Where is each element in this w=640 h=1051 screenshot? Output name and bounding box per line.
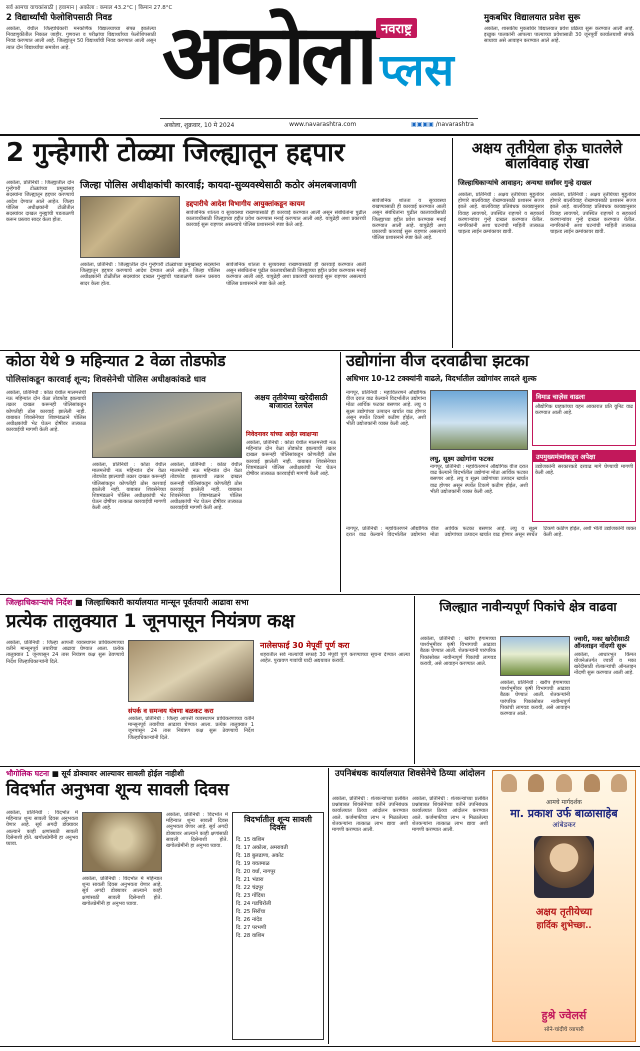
geo-text-1: अकोला, प्रतिनिधी : विदर्भात मे महिन्यात शून्य सावली दिवस अनुभवता येणार आहे. सूर्य अगदी डोक्यावर आल्याने काही क्षणांसाठी सावली दिसेनाशी होते. खगोलप्रेमींनी हा अनुभव घ्यावा. — [6, 810, 78, 848]
power-box-2 — [532, 450, 636, 522]
portrait-icon-4 — [584, 774, 600, 792]
collector-sub1: नालेसफाई 30 मेपूर्वी पूर्ण करा — [260, 641, 350, 650]
geo-date-item: दि. 22 चंद्रपूर — [236, 884, 264, 891]
logo-main: अकोला — [162, 8, 374, 103]
lead-text-col1: अकोला, प्रतिनिधी : जिल्ह्यातील दोन गुन्हेगारी टोळ्यांच्या प्रमुखांसह सदस्यांना जिल्ह्यातून हद्दपार करण्याचे आदेश देण्यात आले आहेत. जिल्हा पोलिस अधीक्षकांनी टोळीतील सदस्यांवर दाखल गुन्ह्यांची पडताळणी करून प्रस्ताव सादर केला होता. — [6, 180, 74, 224]
geo-dates-box — [232, 812, 324, 1040]
kotha-text-2: अकोला, प्रतिनिधी : कोठा येथील मालमत्तेची नऊ महिन्यांत दोन वेळा तोडफोड झाल्याची तक्रार दाखल करूनही पोलिसांकडून कोणतीही ठोस कारवाई झालेली नाही. याबाबत शिवसेनेच्या शिष्टमंडळाने पोलिस अधीक्षकांची भेट घेऊन दोषींवर तात्काळ कारवाईची मागणी केली आहे. — [92, 462, 166, 512]
col-divider-crop — [414, 596, 415, 764]
top-left-label: सर्व आमचा वाचकांसाठी — [6, 5, 54, 11]
collector-square-icon: ■ — [75, 598, 83, 607]
greeting-ad[interactable] — [492, 770, 636, 1042]
portrait-icon-5 — [611, 774, 627, 792]
lead-photo — [80, 196, 180, 258]
collector-tag-text: जिल्हाधिकारी कार्यालयात मान्सून पूर्वतयारी आढावा सभा — [85, 598, 249, 607]
geo-date-item: दि. 24 गडचिरोली — [236, 900, 272, 907]
geo-tag-text: सूर्य डोक्यावर आल्यावर सावली होईल नाहीशी — [61, 769, 185, 778]
geo-square-icon: ■ — [51, 769, 59, 778]
power-box2-title: उपमुख्यमंत्र्यांकडून अपेक्षा — [533, 451, 635, 462]
power-box1-text: औद्योगिक ग्राहकांच्या वहन आकारात प्रति युनिट वाढ करण्यात आली आहे. — [535, 404, 633, 417]
logo — [160, 6, 478, 116]
dateline-bar — [160, 118, 478, 130]
geo-date-item: दि. 21 भंडारा — [236, 876, 264, 883]
geo-date-item: दि. 18 बुलढाणा, अकोट — [236, 852, 284, 859]
brief-right-title: मुकबधिर विद्यालयात प्रवेश सुरू — [484, 13, 581, 23]
akshaya-headline: अक्षय तृतीयेला होऊ घातलेले बालविवाह रोखा — [471, 141, 623, 173]
power-box2-text: उद्योजकांनी सरकारकडे दरवाढ मागे घेण्याची मागणी केली आहे. — [535, 464, 633, 477]
kotha-photo — [92, 392, 242, 458]
dateline: अकोला, शुक्रवार, 10 मे 2024 — [164, 121, 235, 129]
akshaya-text-1: अकोला, प्रतिनिधी : अक्षय तृतीयेच्या मुहूर्तावर होणारे बालविवाह रोखण्यासाठी प्रशासन सज्ज झाले आहे. बालविवाह प्रतिबंधक कायद्यानुसार विवाह लावणारे, उपस्थित राहणारे व सहकार्य करणाऱ्यांवर गुन्हे दाखल करण्यात येतील. नागरिकांनी अशा घटनांची माहिती तात्काळ चाइल्ड लाईन क्रमांकावर द्यावी. — [458, 192, 544, 236]
kotha-text-1: अकोला, प्रतिनिधी : कोठा येथील मालमत्तेची नऊ महिन्यांत दोन वेळा तोडफोड झाल्याची तक्रार दाखल करूनही पोलिसांकडून कोणतीही ठोस कारवाई झालेली नाही. याबाबत शिवसेनेच्या शिष्टमंडळाने पोलिस अधीक्षकांची भेट घेऊन दोषींवर तात्काळ कारवाईची मागणी केली आहे. — [6, 390, 86, 434]
power-kicker: अधिभार 10-12 टक्क्यांनी वाढले, विदर्भातील उद्योगांवर लादले शुल्क — [346, 374, 537, 383]
ad-surname: आंबेडकर — [552, 821, 576, 829]
collector-photo — [128, 640, 254, 702]
collector-sub1-text: शहरातील सर्व नाल्यांची सफाई 30 मेपूर्वी पूर्ण करण्याच्या सूचना देण्यात आल्या आहेत. पुरप्रवण गावांची यादी अद्ययावत करावी. — [260, 652, 410, 665]
social-handle[interactable]: ▣▣▣▣ /navarashtra — [411, 121, 474, 128]
portrait-icon-3 — [556, 774, 572, 792]
geo-tag: भौगोलिक घटना — [6, 769, 50, 778]
lead-headline: 2 गुन्हेगारी टोळ्या जिल्ह्यातून हद्दपार — [6, 138, 345, 168]
lead-text-col3: अकोला, प्रतिनिधी : जिल्ह्यातील दोन गुन्हेगारी टोळ्यांच्या प्रमुखांसह सदस्यांना जिल्ह्यातून हद्दपार करण्याचे आदेश देण्यात आले आहेत. जिल्हा पोलिस अधीक्षकांनी टोळीतील सदस्यांवर दाखल गुन्ह्यांची पडताळणी करून प्रस्ताव सादर केला होता. — [80, 262, 220, 287]
lead-subhead: हद्दपारीचे आदेश विभागीय आयुक्तांकडून कायम — [186, 200, 305, 208]
power-text-3: नागपूर, प्रतिनिधी : महावितरणने औद्योगिक वीज दरात वाढ केल्याने विदर्भातील उद्योगांना मोठा आर्थिक फटका बसणार आहे. लघु व सूक्ष्म उद्योगांच्या उत्पादन खर्चात वाढ होणार असून स्पर्धेत टिकणे कठीण होईल, अशी भीती उद्योजकांनी व्यक्त केली आहे. — [346, 526, 636, 539]
agitation-text-1: अकोला, प्रतिनिधी : शेतकऱ्यांच्या प्रलंबित प्रश्नांबाबत शिवसेनेच्या वतीने उपनिबंधक कार्यालयात ठिय्या आंदोलन करण्यात आले. कर्जमाफीचा लाभ न मिळालेल्या शेतकऱ्यांना तात्काळ लाभ द्यावा अशी मागणी करण्यात आली. — [332, 796, 408, 834]
kotha-box-title: निवेदनावर यांच्या आहेत स्वाक्षऱ्या — [246, 431, 318, 438]
geo-date-item: दि. 27 परभणी — [236, 924, 267, 931]
portrait-icon-2 — [528, 774, 544, 792]
collector-tag: जिल्हाधिकाऱ्यांचे निर्देश — [6, 598, 73, 607]
brief-right — [484, 14, 634, 114]
geo-dates-list — [236, 836, 320, 940]
weather-text: अकोला : कमाल 43.2°C | किमान 27.8°C — [79, 5, 173, 11]
ad-top-line: आमचे मार्गदर्शक — [546, 799, 582, 806]
power-text-1: नागपूर, प्रतिनिधी : महावितरणने औद्योगिक वीज दरात वाढ केल्याने विदर्भातील उद्योगांना मोठा आर्थिक फटका बसणार आहे. लघु व सूक्ष्म उद्योगांच्या उत्पादन खर्चात वाढ होणार असून स्पर्धेत टिकणे कठीण होईल, अशी भीती उद्योजकांनी व्यक्त केली आहे. — [346, 390, 426, 428]
section-rule-1 — [0, 350, 640, 351]
geo-date-item: दि. 28 वाशिम — [236, 932, 265, 939]
geo-date-item: दि. 26 नांदेड — [236, 916, 262, 923]
power-box-1 — [532, 390, 636, 446]
portrait-icon-1 — [501, 774, 517, 792]
agitation-text-2: अकोला, प्रतिनिधी : शेतकऱ्यांच्या प्रलंबित प्रश्नांबाबत शिवसेनेच्या वतीने उपनिबंधक कार्यालयात ठिय्या आंदोलन करण्यात आले. कर्जमाफीचा लाभ न मिळालेल्या शेतकऱ्यांना तात्काळ लाभ द्यावा अशी मागणी करण्यात आली. — [412, 796, 488, 834]
geo-text-2: अकोला, प्रतिनिधी : विदर्भात मे महिन्यात शून्य सावली दिवस अनुभवता येणार आहे. सूर्य अगदी डोक्यावर आल्याने काही क्षणांसाठी सावली दिसेनाशी होते. खगोलप्रेमींनी हा अनुभव घ्यावा. — [82, 876, 162, 907]
collector-text-1: अकोला, प्रतिनिधी : जिल्हा आपत्ती व्यवस्थापन प्राधिकरणाच्या वतीने मान्सूनपूर्व तयारीचा आढावा घेण्यात आला. प्रत्येक तालुक्यात 1 जूनपासून 24 तास नियंत्रण कक्ष सुरू ठेवण्याचे निर्देश जिल्हाधिकाऱ्यांनी दिले. — [6, 640, 124, 665]
collector-text-2: अकोला, प्रतिनिधी : जिल्हा आपत्ती व्यवस्थापन प्राधिकरणाच्या वतीने मान्सूनपूर्व तयारीचा आढावा घेण्यात आला. प्रत्येक तालुक्यात 1 जूनपासून 24 तास नियंत्रण कक्ष सुरू ठेवण्याचे निर्देश जिल्हाधिकाऱ्यांनी दिले. — [128, 716, 254, 741]
collector-tagline — [6, 597, 366, 609]
geo-date-item: दि. 25 सिरोंचा — [236, 908, 266, 915]
kotha-box-text: अकोला, प्रतिनिधी : कोठा येथील मालमत्तेची नऊ महिन्यांत दोन वेळा तोडफोड झाल्याची तक्रार दाखल करूनही पोलिसांकडून कोणतीही ठोस कारवाई झालेली नाही. याबाबत शिवसेनेच्या शिष्टमंडळाने पोलिस अधीक्षकांची भेट घेऊन दोषींवर तात्काळ कारवाईची मागणी केली आहे. — [246, 440, 336, 478]
ad-brand: हुश्रे ज्वेलर्स — [541, 1009, 587, 1022]
akshaya-text-2: अकोला, प्रतिनिधी : अक्षय तृतीयेच्या मुहूर्तावर होणारे बालविवाह रोखण्यासाठी प्रशासन सज्ज झाले आहे. बालविवाह प्रतिबंधक कायद्यानुसार विवाह लावणारे, उपस्थित राहणारे व सहकार्य करणाऱ्यांवर गुन्हे दाखल करण्यात येतील. नागरिकांनी अशा घटनांची माहिती तात्काळ चाइल्ड लाईन क्रमांकावर द्यावी. — [550, 192, 636, 236]
geo-tagline — [6, 769, 326, 779]
power-photo — [430, 390, 528, 450]
power-headline: उद्योगांना वीज दरवाढीचा झटका — [346, 351, 529, 370]
geo-date-item: दि. 23 गोंदिया — [236, 892, 265, 899]
col-divider-agitation — [328, 768, 329, 1044]
agitation-headline: उपनिबंधक कार्यालयात शिवसेनेचे ठिय्या आंदोलन — [335, 769, 485, 779]
lead-kicker: जिल्हा पोलिस अधीक्षकांची कारवाई; कायदा-सुव्यवस्थेसाठी कठोर अंमलबजावणी — [80, 180, 357, 191]
crop-photo — [500, 636, 570, 676]
power-subhead: लघु, सूक्ष्म उद्योगांना फटका — [430, 455, 494, 463]
website-link[interactable]: www.navarashtra.com — [289, 121, 357, 128]
market-headline-box: अक्षय तृतीयेच्या खरेदीसाठी बाजारात रेलचेल — [254, 393, 328, 410]
akshaya-kicker: जिल्हाधिकाऱ्यांचे आवाहन; अन्यथा सर्वांवर गुन्हे दाखल — [458, 179, 592, 187]
ad-name: मा. प्रकाश उर्फ बाळासाहेब — [510, 807, 618, 820]
kotha-kicker: पोलिसांकडून कारवाई शून्य; शिवसेनेची पोलिस अधीक्षकांकडे धाव — [6, 375, 206, 385]
lead-text-col5: सार्वजनिक शांतता व सुव्यवस्था राखण्यासाठी ही कारवाई करण्यात आली असून संबंधितांना पुढील कालावधीसाठी जिल्ह्याच्या हद्दीत प्रवेश करण्यास मनाई करण्यात आली आहे. यापुढेही अशा प्रकारची कारवाई सुरू राहणार असल्याचे पोलिस प्रशासनाने स्पष्ट केले आहे. — [372, 198, 446, 242]
brief-left-title: 2 विद्यार्थ्यांची फेलोशिपसाठी निवड — [6, 13, 112, 23]
col-divider-right — [452, 138, 453, 348]
geo-headline: विदर्भात अनुभवा शून्य सावली दिवस — [6, 780, 229, 800]
kotha-text-3: अकोला, प्रतिनिधी : कोठा येथील मालमत्तेची नऊ महिन्यांत दोन वेळा तोडफोड झाल्याची तक्रार दाखल करूनही पोलिसांकडून कोणतीही ठोस कारवाई झालेली नाही. याबाबत शिवसेनेच्या शिष्टमंडळाने पोलिस अधीक्षकांची भेट घेऊन दोषींवर तात्काळ कारवाईची मागणी केली आहे. — [170, 462, 242, 512]
weather-label: हवामान — [58, 5, 75, 11]
geo-date-item: दि. 19 यवतमाळ — [236, 860, 270, 867]
ad-line: अक्षय तृतीयेच्या — [535, 907, 593, 918]
logo-plus: प्लस — [380, 45, 454, 96]
weather-strip: सर्व आमचा वाचकांसाठी | हवामान | अकोला : कमाल 43.2°C | किमान 27.8°C — [6, 5, 173, 11]
brief-left-text: अकोला, येथील जिल्हाधिकारी मनकर्णिक विद्यालयाच्या संपन्न झालेल्या निवडणुकीतील निकाल जाहीर. गुणवत्ता व परीक्षांचा विद्यार्थ्यांच्या फेलोशिपसाठी निवड करण्यात आली आहे. जिल्ह्यातून 50 विद्यार्थ्यांची निवड करण्यात आली असून त्यात दोन विद्यार्थ्यांचा समावेश आहे. — [6, 25, 156, 51]
crop-text-1: अकोला, प्रतिनिधी : खरीप हंगामाच्या पार्श्वभूमीवर कृषी विभागाची आढावा बैठक घेण्यात आली. शेतकऱ्यांनी पारंपरिक पिकांसोबत नावीन्यपूर्ण पिकांची लागवड करावी, असे आवाहन करण्यात आले. — [420, 636, 496, 667]
crop-text-2: अकोला, प्रतिनिधी : खरीप हंगामाच्या पार्श्वभूमीवर कृषी विभागाची आढावा बैठक घेण्यात आली. शेतकऱ्यांनी पारंपरिक पिकांसोबत नावीन्यपूर्ण पिकांची लागवड करावी, असे आवाहन करण्यात आले. — [500, 680, 570, 718]
power-box1-title: विमाड चाज़ेस वाढला — [533, 391, 635, 402]
logo-brand: नवराष्ट्र — [376, 18, 417, 38]
collector-sub2: संपर्क व समन्वय यंत्रणा बळकट करा — [128, 707, 214, 715]
brief-left — [6, 14, 156, 114]
col-divider-mid — [340, 352, 341, 592]
ad-wish: हार्दिक शुभेच्छा.. — [536, 921, 592, 931]
bottom-rule — [0, 1046, 640, 1047]
kotha-headline: कोठा येथे 9 महिन्यात 2 वेळा तोडफोड — [6, 352, 226, 370]
tender-headline: ज्वारी, मका खरेदीसाठी ऑनलाइन नोंदणी सुरू — [574, 635, 630, 650]
geo-photo — [82, 812, 162, 872]
crop-headline: जिल्ह्यात नावीन्यपूर्ण पिकांचे क्षेत्र वाढवा — [439, 599, 617, 614]
power-text-2: नागपूर, प्रतिनिधी : महावितरणने औद्योगिक वीज दरात वाढ केल्याने विदर्भातील उद्योगांना मोठा आर्थिक फटका बसणार आहे. लघु व सूक्ष्म उद्योगांच्या उत्पादन खर्चात वाढ होणार असून स्पर्धेत टिकणे कठीण होईल, अशी भीती उद्योजकांनी व्यक्त केली आहे. — [430, 464, 528, 495]
lead-text-col2: सार्वजनिक शांतता व सुव्यवस्था राखण्यासाठी ही कारवाई करण्यात आली असून संबंधितांना पुढील कालावधीसाठी जिल्ह्याच्या हद्दीत प्रवेश करण्यास मनाई करण्यात आली आहे. यापुढेही अशा प्रकारची कारवाई सुरू राहणार असल्याचे पोलिस प्रशासनाने स्पष्ट केले आहे. — [186, 210, 366, 229]
social-icons: ▣▣▣▣ — [411, 121, 434, 128]
ad-portraits-row — [493, 771, 635, 792]
ad-brand-sub: सोने-चांदीचे व्यापारी — [544, 1027, 584, 1033]
geo-box-title: विदर्भातील शून्य सावली दिवस — [244, 815, 312, 833]
collector-headline: प्रत्येक तालुक्यात 1 जूनपासून नियंत्रण कक्ष — [6, 611, 295, 632]
ad-leader-portrait — [534, 836, 594, 898]
tender-text: अकोला, आधारभूत किंमत योजनेअंतर्गत ज्वारी व मका खरेदीसाठी शेतकऱ्यांची ऑनलाइन नोंदणी सुरू करण्यात आली आहे. — [574, 651, 636, 677]
geo-text-3: अकोला, प्रतिनिधी : विदर्भात मे महिन्यात शून्य सावली दिवस अनुभवता येणार आहे. सूर्य अगदी डोक्यावर आल्याने काही क्षणांसाठी सावली दिसेनाशी होते. खगोलप्रेमींनी हा अनुभव घ्यावा. — [166, 812, 228, 850]
geo-date-item: दि. 17 अकोला, अमरावती — [236, 844, 288, 851]
tender-box — [574, 636, 636, 762]
geo-date-item: दि. 15 वाशिम — [236, 836, 265, 843]
geo-date-item: दि. 20 वर्धा, नागपूर — [236, 868, 276, 875]
section-rule-3 — [0, 766, 640, 767]
section-rule-2 — [0, 594, 640, 595]
brief-right-text: अकोला, शासकीय मुकबधिर विद्यालयात प्रवेश प्रक्रिया सुरू करण्यात आली आहे. इच्छुक पालकांनी आपल्या पाल्याच्या प्रवेशासाठी 30 जूनपूर्वी कार्यालयाशी संपर्क साधावा असे आवाहन करण्यात आले आहे. — [484, 25, 634, 45]
masthead-rule — [0, 134, 640, 136]
kotha-box — [246, 430, 336, 590]
lead-text-col4: सार्वजनिक शांतता व सुव्यवस्था राखण्यासाठी ही कारवाई करण्यात आली असून संबंधितांना पुढील कालावधीसाठी जिल्ह्याच्या हद्दीत प्रवेश करण्यास मनाई करण्यात आली आहे. यापुढेही अशा प्रकारची कारवाई सुरू राहणार असल्याचे पोलिस प्रशासनाने स्पष्ट केले आहे. — [226, 262, 366, 287]
